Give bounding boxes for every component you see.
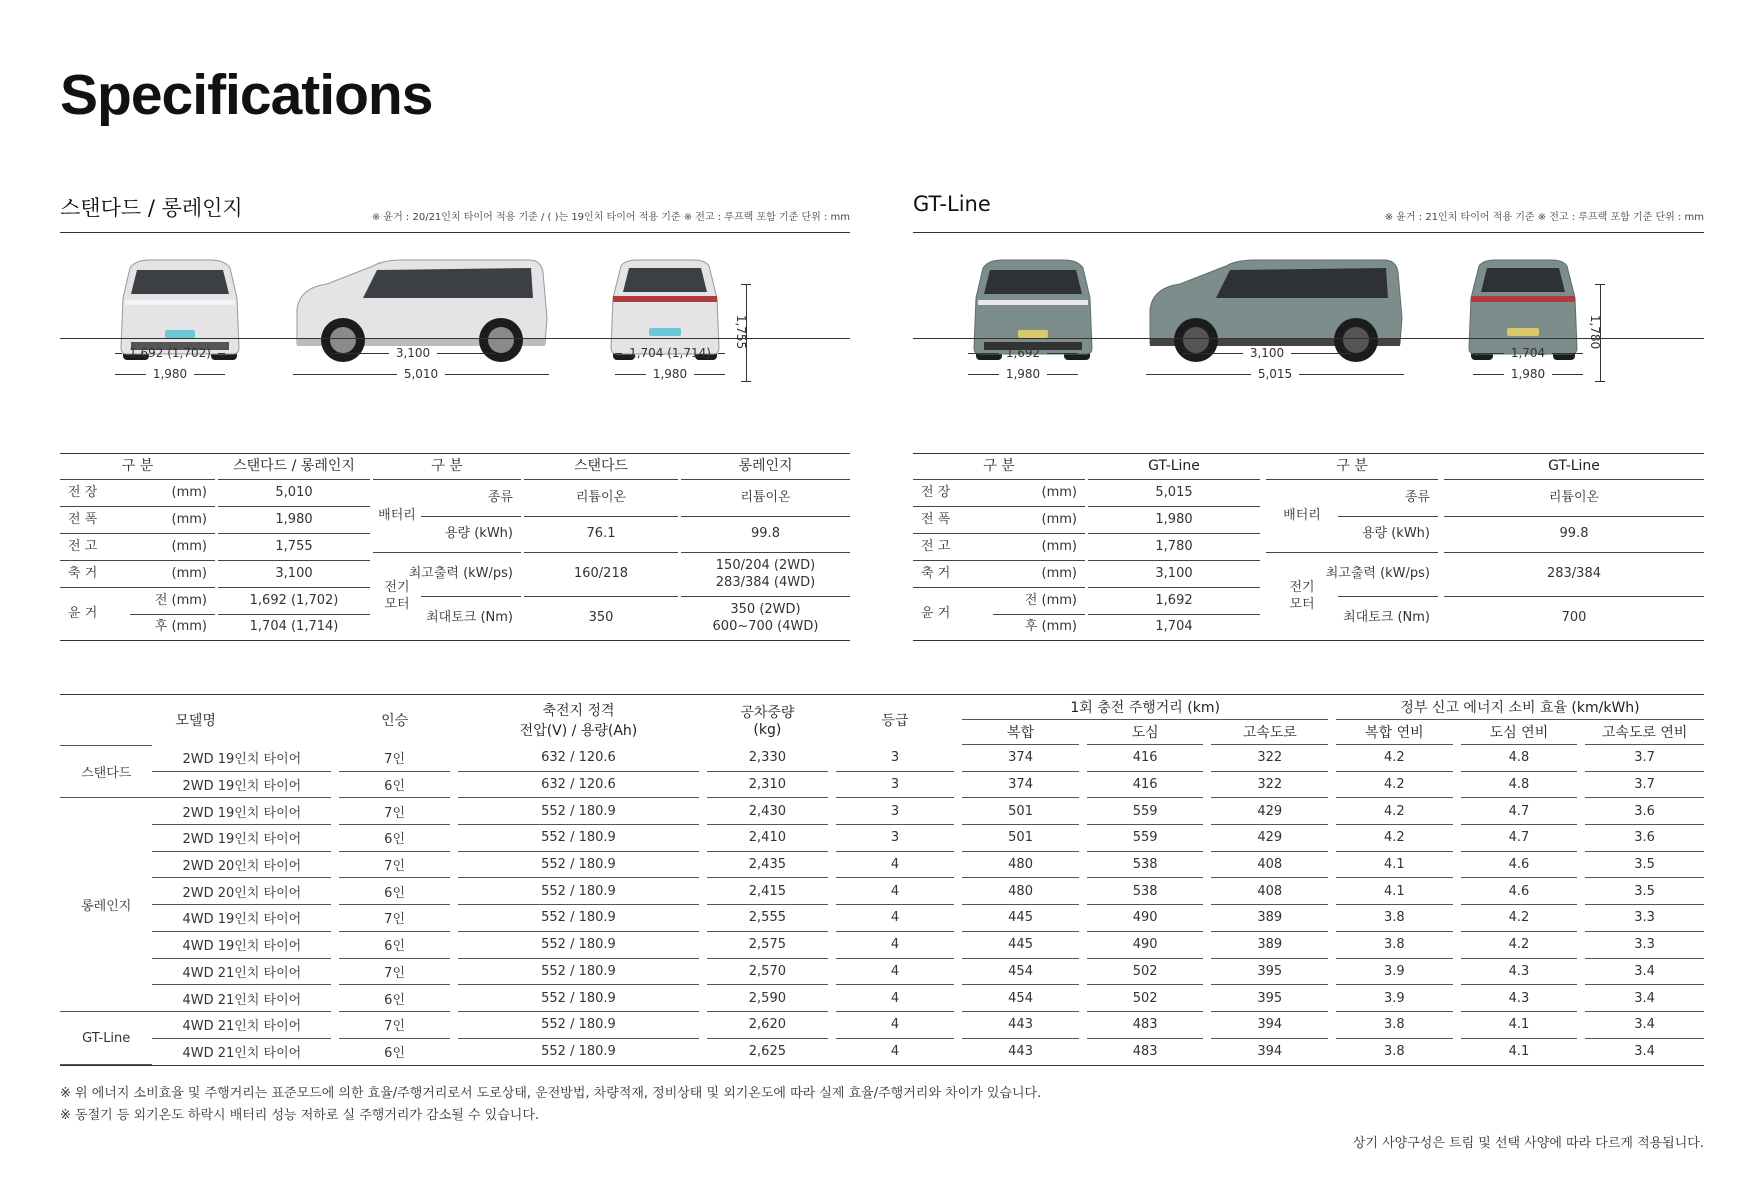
eff-city-cell: 4.7 bbox=[1461, 798, 1578, 825]
range-combined-cell: 480 bbox=[962, 878, 1079, 905]
range-highway-cell: 395 bbox=[1211, 985, 1328, 1012]
trim-cell: 4WD 21인치 타이어 bbox=[152, 1012, 331, 1039]
range-combined-cell: 501 bbox=[962, 798, 1079, 825]
table-row bbox=[60, 1039, 1704, 1066]
header-efficiency-group: 정부 신고 에너지 소비 효율 (km/kWh) bbox=[1336, 695, 1704, 720]
battery-cell: 552 / 180.9 bbox=[458, 932, 699, 959]
motor-torque-standard: 350 bbox=[588, 610, 614, 626]
weight-cell: 2,575 bbox=[707, 932, 828, 959]
seats-cell: 7인 bbox=[339, 905, 450, 932]
table-row bbox=[60, 878, 1704, 905]
battery-label: 배터리 bbox=[1283, 507, 1321, 523]
standard-spec-table bbox=[60, 453, 850, 641]
eff-city-cell: 4.2 bbox=[1461, 905, 1578, 932]
ground-line bbox=[60, 338, 850, 339]
range-highway-cell: 322 bbox=[1211, 745, 1328, 772]
header-category: 구 분 bbox=[431, 457, 463, 474]
range-highway-cell: 389 bbox=[1211, 932, 1328, 959]
eff-highway-cell: 3.4 bbox=[1634, 1044, 1655, 1060]
row-label: 전 고 bbox=[921, 538, 951, 554]
row-unit: (mm) bbox=[171, 511, 207, 527]
weight-cell: 2,430 bbox=[707, 798, 828, 825]
range-combined-cell: 445 bbox=[962, 932, 1079, 959]
length-dimension: 5,015 bbox=[1146, 367, 1404, 381]
tread-rear-value: 1,704 bbox=[1155, 619, 1193, 635]
footnote-efficiency: ※ 위 에너지 소비효율 및 주행거리는 표준모드에 의한 효율/주행거리로서 도로상태, 운전방법, 차량적재, 정비상태 및 외기온도에 따라 실제 효율/주행거리와 차이가 있습니다. bbox=[60, 1086, 1042, 1101]
row-unit: (mm) bbox=[171, 538, 207, 554]
header-combined: 복합 bbox=[962, 720, 1079, 745]
trim-cell: 4WD 21인치 타이어 bbox=[182, 1046, 302, 1062]
eff-city-cell: 4.6 bbox=[1461, 878, 1578, 905]
battery-cell: 552 / 180.9 bbox=[458, 985, 699, 1012]
rear-tread-dimension: 1,704 bbox=[1473, 346, 1583, 360]
header-model: GT-Line bbox=[1548, 457, 1600, 474]
row-value: 1,980 bbox=[275, 511, 313, 527]
range-combined-cell: 445 bbox=[962, 905, 1079, 932]
row-value: 3,100 bbox=[1155, 565, 1193, 581]
battery-label: 배터리 bbox=[378, 507, 416, 523]
tread-front-unit: 전 (mm) bbox=[154, 592, 207, 608]
eff-city-cell: 4.3 bbox=[1461, 985, 1578, 1012]
battery-cell: 552 / 180.9 bbox=[458, 905, 699, 932]
battery-cell: 552 / 180.9 bbox=[458, 878, 699, 905]
table-row bbox=[60, 985, 1704, 1012]
eff-city-cell: 4.1 bbox=[1461, 1012, 1578, 1039]
motor-torque-longrange: 350 (2WD) 600~700 (4WD) bbox=[712, 602, 819, 634]
eff-highway-cell: 3.7 bbox=[1585, 772, 1704, 799]
trim-cell: 4WD 21인치 타이어 bbox=[152, 985, 331, 1012]
grade-cell: 4 bbox=[836, 959, 955, 986]
range-highway-cell: 408 bbox=[1211, 852, 1328, 879]
header-longrange: 롱레인지 bbox=[738, 457, 793, 474]
row-label: 전 고 bbox=[68, 538, 98, 554]
height-dimension-cap bbox=[1595, 381, 1605, 382]
weight-cell: 2,330 bbox=[707, 745, 828, 772]
battery-cell: 552 / 180.9 bbox=[541, 1044, 616, 1060]
motor-power-longrange: 150/204 (2WD) 283/384 (4WD) bbox=[715, 558, 816, 590]
battery-capacity-standard: 76.1 bbox=[586, 526, 616, 542]
trim-cell: 2WD 19인치 타이어 bbox=[152, 825, 331, 852]
range-highway-cell: 394 bbox=[1211, 1012, 1328, 1039]
wheelbase-dimension: 3,100 bbox=[330, 346, 496, 360]
page-title: Specifications bbox=[60, 63, 433, 127]
battery-cell: 632 / 120.6 bbox=[458, 772, 699, 799]
weight-cell: 2,435 bbox=[707, 852, 828, 879]
standard-longrange-panel bbox=[60, 190, 850, 635]
tread-label: 윤 거 bbox=[68, 605, 98, 621]
battery-capacity-longrange: 99.8 bbox=[751, 526, 780, 542]
eff-highway-cell: 3.6 bbox=[1585, 798, 1704, 825]
range-combined-cell: 454 bbox=[962, 959, 1079, 986]
eff-city-cell: 4.1 bbox=[1508, 1044, 1530, 1060]
eff-combined-cell: 4.2 bbox=[1336, 825, 1453, 852]
motor-power-value: 283/384 bbox=[1546, 566, 1601, 582]
header-grade: 등급 bbox=[881, 713, 909, 729]
row-label: 전 폭 bbox=[921, 511, 951, 527]
panel-header bbox=[60, 190, 850, 233]
battery-type-value: 리튬이온 bbox=[1548, 489, 1600, 505]
model-group-label: GT-Line bbox=[60, 1012, 152, 1065]
battery-cell: 552 / 180.9 bbox=[458, 1012, 699, 1039]
motor-label: 전기 모터 bbox=[1289, 580, 1315, 612]
range-city-cell: 490 bbox=[1087, 905, 1204, 932]
model-group-label: 롱레인지 bbox=[60, 798, 152, 1012]
battery-type-label: 종류 bbox=[1404, 489, 1430, 505]
height-dimension-cap bbox=[741, 284, 751, 285]
row-unit: (mm) bbox=[1041, 565, 1077, 581]
seats-cell: 6인 bbox=[339, 985, 450, 1012]
range-combined-cell: 443 bbox=[1008, 1044, 1033, 1060]
header-category: 구 분 bbox=[983, 457, 1015, 474]
seats-cell: 6인 bbox=[339, 878, 450, 905]
grade-cell: 3 bbox=[836, 745, 955, 772]
front-tread-dimension: 1,692 bbox=[968, 346, 1078, 360]
tread-front-value: 1,692 (1,702) bbox=[249, 592, 339, 608]
seats-cell: 7인 bbox=[339, 852, 450, 879]
trim-cell: 4WD 19인치 타이어 bbox=[152, 905, 331, 932]
grade-cell: 4 bbox=[836, 852, 955, 879]
battery-type-standard: 리튬이온 bbox=[575, 489, 627, 505]
gtline-panel bbox=[913, 190, 1704, 635]
eff-highway-cell: 3.4 bbox=[1585, 985, 1704, 1012]
grade-cell: 3 bbox=[836, 798, 955, 825]
range-highway-cell: 429 bbox=[1211, 825, 1328, 852]
range-combined-cell: 443 bbox=[962, 1012, 1079, 1039]
weight-cell: 2,625 bbox=[748, 1044, 786, 1060]
table-row bbox=[60, 852, 1704, 879]
eff-city-cell: 4.8 bbox=[1461, 745, 1578, 772]
grade-cell: 3 bbox=[836, 825, 955, 852]
seats-cell: 7인 bbox=[339, 798, 450, 825]
weight-cell: 2,310 bbox=[707, 772, 828, 799]
header-category: 구 분 bbox=[1336, 457, 1368, 474]
row-label: 전 장 bbox=[921, 484, 951, 500]
motor-torque-label: 최대토크 (Nm) bbox=[1343, 610, 1430, 626]
eff-combined-cell: 4.2 bbox=[1336, 772, 1453, 799]
trim-cell: 2WD 19인치 타이어 bbox=[152, 745, 331, 772]
footer-disclaimer: 상기 사양구성은 트림 및 선택 사양에 따라 다르게 적용됩니다. bbox=[1352, 1136, 1704, 1151]
weight-cell: 2,415 bbox=[707, 878, 828, 905]
range-city-cell: 502 bbox=[1087, 959, 1204, 986]
motor-label: 전기 모터 bbox=[384, 580, 410, 612]
height-dimension: 1,755 bbox=[734, 314, 749, 350]
header-eff-combined: 복합 연비 bbox=[1336, 720, 1453, 745]
eff-combined-cell: 4.1 bbox=[1336, 878, 1453, 905]
panel-title: 스탠다드 / 롱레인지 bbox=[60, 196, 243, 220]
range-highway-cell: 389 bbox=[1211, 905, 1328, 932]
trim-cell: 4WD 19인치 타이어 bbox=[152, 932, 331, 959]
header-eff-city: 도심 연비 bbox=[1461, 720, 1578, 745]
range-combined-cell: 454 bbox=[962, 985, 1079, 1012]
motor-power-standard: 160/218 bbox=[573, 566, 628, 582]
battery-cell: 552 / 180.9 bbox=[458, 852, 699, 879]
seats-cell: 6인 bbox=[339, 772, 450, 799]
eff-city-cell: 4.8 bbox=[1461, 772, 1578, 799]
trim-cell: 4WD 21인치 타이어 bbox=[152, 959, 331, 986]
eff-combined-cell: 3.8 bbox=[1336, 1012, 1453, 1039]
gtline-spec-table bbox=[913, 453, 1704, 641]
header-model: 모델명 bbox=[175, 713, 216, 729]
trim-cell: 2WD 19인치 타이어 bbox=[152, 772, 331, 799]
range-highway-cell: 429 bbox=[1211, 798, 1328, 825]
eff-highway-cell: 3.3 bbox=[1585, 932, 1704, 959]
trim-cell: 2WD 20인치 타이어 bbox=[152, 852, 331, 879]
range-highway-cell: 408 bbox=[1211, 878, 1328, 905]
range-city-cell: 416 bbox=[1087, 772, 1204, 799]
panel-title: GT-Line bbox=[913, 192, 991, 216]
motor-power-label: 최고출력 (kW/ps) bbox=[1325, 566, 1430, 582]
weight-cell: 2,555 bbox=[707, 905, 828, 932]
grade-cell: 4 bbox=[836, 932, 955, 959]
grade-cell: 4 bbox=[836, 985, 955, 1012]
range-city-cell: 483 bbox=[1132, 1044, 1158, 1060]
eff-combined-cell: 3.8 bbox=[1336, 905, 1453, 932]
wheelbase-dimension: 3,100 bbox=[1183, 346, 1351, 360]
table-row bbox=[60, 959, 1704, 986]
battery-cell: 632 / 120.6 bbox=[458, 745, 699, 772]
eff-highway-cell: 3.7 bbox=[1585, 745, 1704, 772]
row-label: 축 거 bbox=[921, 565, 951, 581]
range-combined-cell: 480 bbox=[962, 852, 1079, 879]
table-row bbox=[60, 772, 1704, 799]
grade-cell: 3 bbox=[836, 772, 955, 799]
range-highway-cell: 395 bbox=[1211, 959, 1328, 986]
eff-city-cell: 4.3 bbox=[1461, 959, 1578, 986]
trim-cell: 2WD 20인치 타이어 bbox=[152, 878, 331, 905]
row-label: 전 폭 bbox=[68, 511, 98, 527]
seats-cell: 7인 bbox=[339, 959, 450, 986]
row-value: 5,015 bbox=[1155, 484, 1193, 500]
seats-cell: 7인 bbox=[339, 1012, 450, 1039]
grade-cell: 4 bbox=[890, 1044, 900, 1060]
header-weight: 공차중량 (kg) bbox=[740, 705, 795, 738]
panel-note: ※ 윤거 : 20/21인치 타이어 적용 기준 / ( )는 19인치 타이어 적용 기준 ※ 전고 : 루프랙 포함 기준 단위 : mm bbox=[371, 212, 850, 223]
battery-capacity-label: 용량 (kWh) bbox=[1361, 526, 1430, 542]
eff-combined-cell: 3.9 bbox=[1336, 959, 1453, 986]
header-range-group: 1회 충전 주행거리 (km) bbox=[962, 695, 1328, 720]
battery-type-label: 종류 bbox=[487, 489, 513, 505]
eff-highway-cell: 3.4 bbox=[1585, 959, 1704, 986]
row-value: 1,755 bbox=[275, 538, 313, 554]
vehicle-dimension-drawings bbox=[913, 233, 1704, 411]
tread-label: 윤 거 bbox=[921, 605, 951, 621]
seats-cell: 6인 bbox=[339, 932, 450, 959]
trim-cell: 2WD 19인치 타이어 bbox=[152, 798, 331, 825]
rear-width-dimension: 1,980 bbox=[1473, 367, 1583, 381]
ground-line bbox=[913, 338, 1704, 339]
grade-cell: 4 bbox=[836, 878, 955, 905]
eff-combined-cell: 4.1 bbox=[1336, 852, 1453, 879]
tread-rear-unit: 후 (mm) bbox=[154, 619, 207, 635]
table-row bbox=[60, 932, 1704, 959]
row-unit: (mm) bbox=[1041, 511, 1077, 527]
grade-cell: 4 bbox=[836, 1012, 955, 1039]
tread-rear-value: 1,704 (1,714) bbox=[249, 619, 339, 635]
range-city-cell: 538 bbox=[1087, 852, 1204, 879]
row-value: 3,100 bbox=[275, 565, 313, 581]
weight-cell: 2,570 bbox=[707, 959, 828, 986]
length-dimension: 5,010 bbox=[293, 367, 549, 381]
battery-cell: 552 / 180.9 bbox=[458, 959, 699, 986]
range-combined-cell: 374 bbox=[962, 745, 1079, 772]
rear-width-dimension: 1,980 bbox=[615, 367, 725, 381]
range-city-cell: 538 bbox=[1087, 878, 1204, 905]
efficiency-table-body bbox=[60, 745, 1704, 1065]
seats-cell: 7인 bbox=[339, 745, 450, 772]
battery-type-longrange: 리튬이온 bbox=[740, 489, 791, 505]
table-row bbox=[60, 1012, 1704, 1039]
row-unit: (mm) bbox=[1041, 484, 1077, 500]
header-standard: 스탠다드 bbox=[573, 457, 629, 474]
tread-rear-unit: 후 (mm) bbox=[1024, 619, 1077, 635]
row-value: 1,980 bbox=[1155, 511, 1193, 527]
battery-cell: 552 / 180.9 bbox=[458, 825, 699, 852]
seats-cell: 6인 bbox=[339, 825, 450, 852]
eff-combined-cell: 3.8 bbox=[1384, 1044, 1405, 1060]
eff-combined-cell: 4.2 bbox=[1336, 798, 1453, 825]
row-label: 전 장 bbox=[68, 484, 98, 500]
row-value: 1,780 bbox=[1155, 538, 1193, 554]
motor-torque-label: 최대토크 (Nm) bbox=[426, 610, 513, 626]
motor-torque-value: 700 bbox=[1561, 610, 1587, 626]
table-row bbox=[60, 798, 1704, 825]
header-model: 스탠다드 / 롱레인지 bbox=[233, 457, 355, 474]
table-row bbox=[60, 825, 1704, 852]
eff-highway-cell: 3.4 bbox=[1585, 1012, 1704, 1039]
model-group-label: 스탠다드 bbox=[60, 745, 152, 798]
height-dimension: 1,780 bbox=[1588, 314, 1603, 350]
header-model: GT-Line bbox=[1148, 457, 1200, 474]
battery-capacity-value: 99.8 bbox=[1559, 526, 1589, 542]
front-width-dimension: 1,980 bbox=[968, 367, 1078, 381]
panel-note: ※ 윤거 : 21인치 타이어 적용 기준 ※ 전고 : 루프랙 포함 기준 단위 : mm bbox=[1384, 212, 1704, 223]
vehicle-dimension-drawings bbox=[60, 233, 850, 411]
header-highway: 고속도로 bbox=[1211, 720, 1328, 745]
table-row bbox=[60, 745, 1704, 772]
range-city-cell: 559 bbox=[1087, 798, 1204, 825]
weight-cell: 2,620 bbox=[707, 1012, 828, 1039]
tread-front-value: 1,692 bbox=[1155, 592, 1193, 608]
eff-highway-cell: 3.5 bbox=[1585, 852, 1704, 879]
battery-capacity-label: 용량 (kWh) bbox=[444, 526, 513, 542]
weight-cell: 2,590 bbox=[707, 985, 828, 1012]
weight-cell: 2,410 bbox=[707, 825, 828, 852]
range-city-cell: 502 bbox=[1087, 985, 1204, 1012]
row-value: 5,010 bbox=[275, 484, 313, 500]
header-category: 구 분 bbox=[121, 457, 154, 474]
range-city-cell: 559 bbox=[1087, 825, 1204, 852]
range-combined-cell: 501 bbox=[962, 825, 1079, 852]
row-unit: (mm) bbox=[171, 565, 207, 581]
grade-cell: 4 bbox=[836, 905, 955, 932]
height-dimension-cap bbox=[741, 381, 751, 382]
panel-header bbox=[913, 190, 1704, 233]
efficiency-table-section bbox=[60, 694, 1704, 1066]
range-combined-cell: 374 bbox=[962, 772, 1079, 799]
header-city: 도심 bbox=[1087, 720, 1204, 745]
front-tread-dimension: 1,692 (1,702) bbox=[115, 346, 225, 360]
table-row bbox=[60, 905, 1704, 932]
seats-cell: 6인 bbox=[384, 1046, 406, 1062]
front-width-dimension: 1,980 bbox=[115, 367, 225, 381]
eff-highway-cell: 3.5 bbox=[1585, 878, 1704, 905]
footnote-winter: ※ 동절기 등 외기온도 하락시 배터리 성능 저하로 실 주행거리가 감소될 수 있습니다. bbox=[60, 1108, 540, 1123]
row-unit: (mm) bbox=[171, 484, 207, 500]
header-eff-highway: 고속도로 연비 bbox=[1585, 720, 1704, 745]
eff-city-cell: 4.2 bbox=[1461, 932, 1578, 959]
eff-city-cell: 4.6 bbox=[1461, 852, 1578, 879]
header-battery: 축전지 정격 전압(V) / 용량(Ah) bbox=[519, 703, 638, 739]
height-dimension-cap bbox=[1595, 284, 1605, 285]
row-label: 축 거 bbox=[68, 565, 98, 581]
range-highway-cell: 322 bbox=[1211, 772, 1328, 799]
range-city-cell: 416 bbox=[1087, 745, 1204, 772]
eff-highway-cell: 3.6 bbox=[1585, 825, 1704, 852]
eff-combined-cell: 3.9 bbox=[1336, 985, 1453, 1012]
efficiency-table bbox=[60, 695, 1704, 1065]
tread-front-unit: 전 (mm) bbox=[1024, 592, 1077, 608]
eff-combined-cell: 4.2 bbox=[1336, 745, 1453, 772]
battery-cell: 552 / 180.9 bbox=[458, 798, 699, 825]
rear-tread-dimension: 1,704 (1,714) bbox=[615, 346, 725, 360]
motor-power-label: 최고출력 (kW/ps) bbox=[408, 566, 513, 582]
eff-highway-cell: 3.3 bbox=[1585, 905, 1704, 932]
header-seats: 인승 bbox=[381, 713, 409, 729]
row-unit: (mm) bbox=[1041, 538, 1077, 554]
range-city-cell: 490 bbox=[1087, 932, 1204, 959]
eff-combined-cell: 3.8 bbox=[1336, 932, 1453, 959]
eff-city-cell: 4.7 bbox=[1461, 825, 1578, 852]
range-city-cell: 483 bbox=[1087, 1012, 1204, 1039]
range-highway-cell: 394 bbox=[1257, 1044, 1283, 1060]
